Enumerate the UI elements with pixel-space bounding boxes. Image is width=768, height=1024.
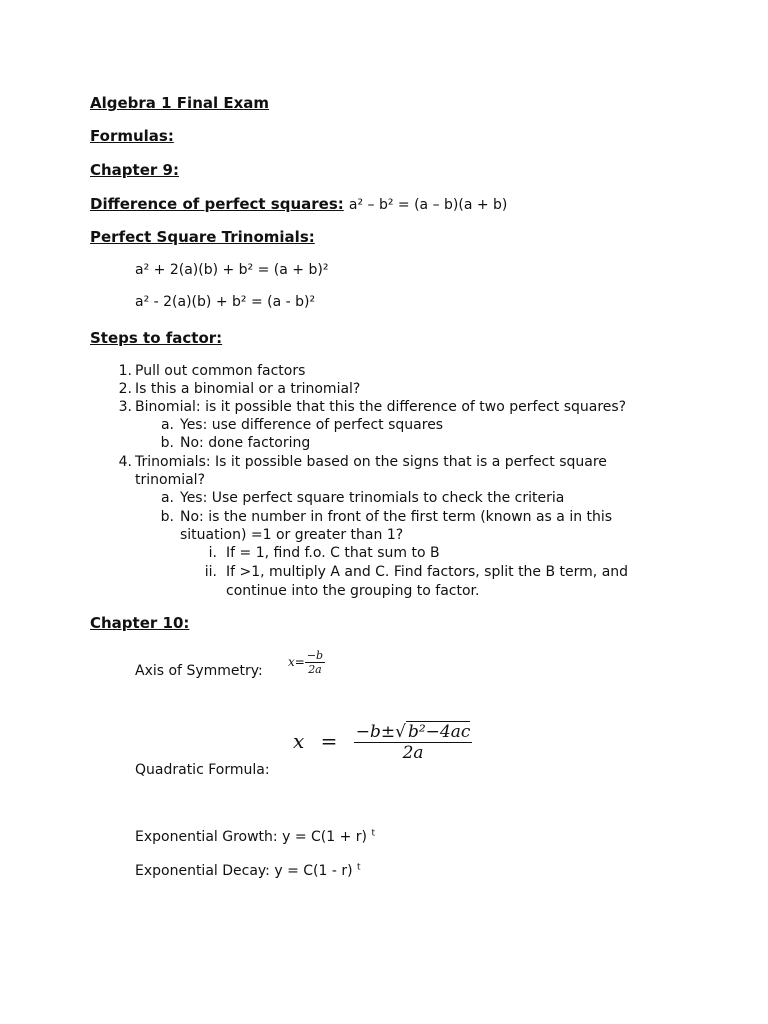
step-4-text: Trinomials: Is it possible based on the signs that is a perfect square xyxy=(135,454,607,470)
pst-formula-2: a² - 2(a)(b) + b² = (a - b)² xyxy=(135,294,316,310)
step-4b-text: No: is the number in front of the first term (known as a in this xyxy=(180,509,613,525)
step-1-marker: 1. xyxy=(118,363,132,379)
step-4bi-marker: i. xyxy=(208,545,217,561)
diff-squares-formula: a² – b² = (a – b)(a + b) xyxy=(348,197,508,213)
quadratic-formula-label: Quadratic Formula: xyxy=(135,762,270,778)
axis-of-symmetry-formula: x= $\frac{-b}{2a}$ xyxy=(288,649,324,676)
step-3b-text: No: done factoring xyxy=(180,435,311,451)
pst-formula-1: a² + 2(a)(b) + b² = (a + b)² xyxy=(135,262,329,278)
step-3a-text: Yes: use difference of perfect squares xyxy=(180,417,444,433)
step-3-marker: 3. xyxy=(118,399,132,415)
doc-title: Algebra 1 Final Exam xyxy=(90,94,270,112)
step-3-text: Binomial: is it possible that this the difference of two perfect squares? xyxy=(135,399,627,415)
pst-heading: Perfect Square Trinomials: xyxy=(90,228,315,246)
axis-of-symmetry-label: Axis of Symmetry: xyxy=(135,663,263,679)
step-4-text-cont: trinomial? xyxy=(135,472,205,488)
diff-squares-line xyxy=(90,194,507,213)
decay-exponent: t xyxy=(357,862,361,873)
exponential-decay: Exponential Decay: y = C(1 - r) $^t$ xyxy=(135,862,361,879)
chapter9-heading: Chapter 9: xyxy=(90,161,179,179)
step-3b-marker: b. xyxy=(160,435,174,451)
growth-exponent: t xyxy=(371,828,375,839)
formulas-heading: Formulas: xyxy=(90,127,174,145)
step-2-marker: 2. xyxy=(118,381,132,397)
step-4a-text: Yes: Use perfect square trinomials to check the criteria xyxy=(180,490,565,506)
step-2-text: Is this a binomial or a trinomial? xyxy=(135,381,361,397)
step-4bii-marker: ii. xyxy=(204,564,217,580)
step-1-text: Pull out common factors xyxy=(135,363,306,379)
quadratic-formula: x = $\frac{\text{−b±√ b²−4ac}}{2a}$ xyxy=(293,722,471,763)
chapter10-heading: Chapter 10: xyxy=(90,614,190,632)
step-4bii-text: If >1, multiply A and C. Find factors, split the B term, and xyxy=(226,564,629,580)
step-4a-marker: a. xyxy=(160,490,174,506)
step-4bi-text: If = 1, find f.o. C that sum to B xyxy=(226,545,440,561)
exponential-growth: Exponential Growth: y = C(1 + r) $^t$ xyxy=(135,828,375,845)
step-4b-text-cont: situation) =1 or greater than 1? xyxy=(180,527,404,543)
step-3a-marker: a. xyxy=(160,417,174,433)
steps-heading: Steps to factor: xyxy=(90,329,223,347)
step-4b-marker: b. xyxy=(160,509,174,525)
step-4bii-text-cont: continue into the grouping to factor. xyxy=(226,583,480,599)
diff-squares-label: Difference of perfect squares: xyxy=(90,195,344,213)
step-4-marker: 4. xyxy=(118,454,132,470)
